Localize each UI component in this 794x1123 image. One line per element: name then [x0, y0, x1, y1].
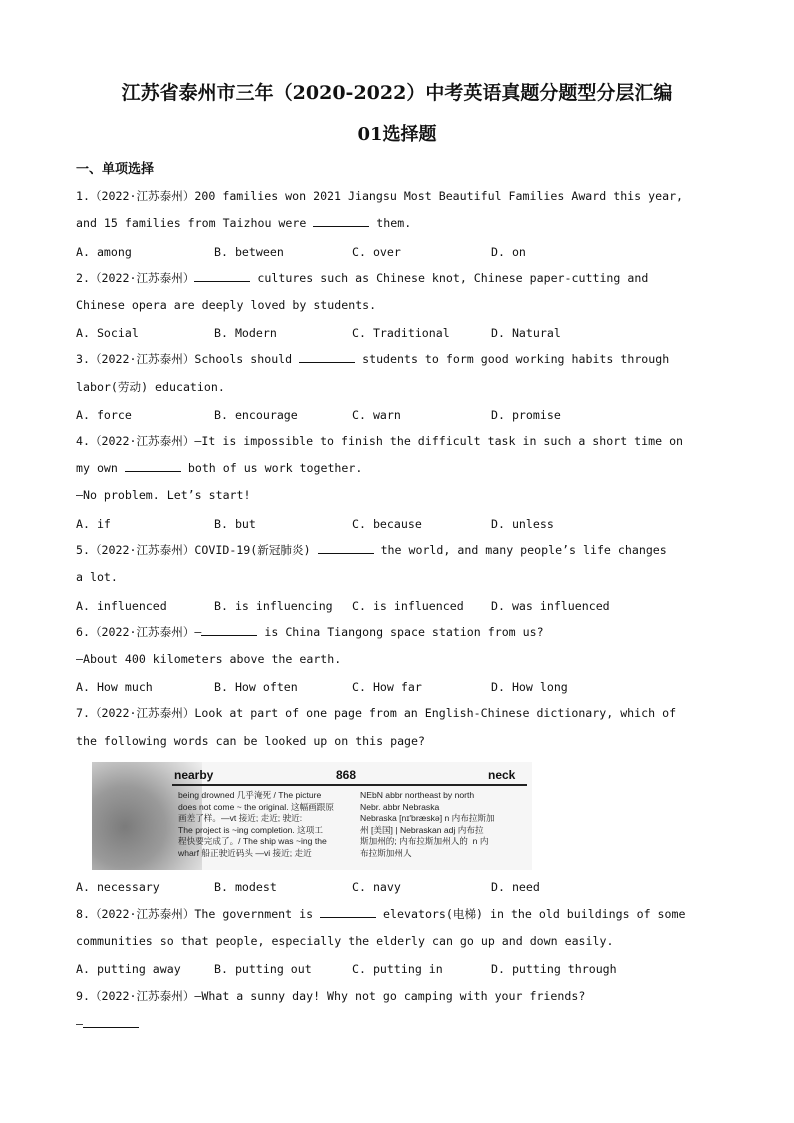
answer-blank — [313, 215, 369, 227]
question-5-option-a: A. influenced — [76, 599, 167, 613]
question-7-option-b: B. modest — [214, 880, 277, 894]
question-7-option-a: A. necessary — [76, 880, 160, 894]
question-text: 1.（2022·江苏泰州）200 families won 2021 Jiangsu Most Beautiful Families Award this year, — [76, 189, 684, 203]
dictionary-page-image — [92, 762, 532, 870]
question-text: 3.（2022·江苏泰州）Schools should — [76, 352, 300, 366]
question-text: my own — [76, 461, 125, 475]
answer-blank — [320, 906, 376, 918]
question-3-text-cont: labor(劳动) education. — [76, 380, 225, 394]
question-2-option-b: B. Modern — [214, 326, 277, 340]
question-4-text: 4.（2022·江苏泰州）—It is impossible to finish the difficult task in such a short time on — [76, 434, 684, 448]
question-8-text — [76, 906, 685, 922]
question-6-option-c: C. How far — [352, 680, 422, 694]
question-8-text-cont: communities so that people, especially the elderly can go up and down easily. — [76, 934, 614, 948]
question-8-option-b: B. putting out — [214, 962, 312, 976]
question-5-option-d: D. was influenced — [491, 599, 610, 613]
question-1-option-c: C. over — [352, 245, 401, 259]
answer-blank — [299, 351, 355, 363]
dictionary-header-rule — [172, 784, 527, 786]
dictionary-guide-word-right: neck — [488, 768, 516, 782]
question-4-option-c: C. because — [352, 517, 422, 531]
question-5-option-b: B. is influencing — [214, 599, 333, 613]
question-7-option-c: C. navy — [352, 880, 401, 894]
answer-blank — [194, 270, 250, 282]
question-2-text — [76, 270, 648, 286]
question-text: students to form good working habits through — [355, 352, 670, 366]
question-2-option-a: A. Social — [76, 326, 139, 340]
question-1-text — [76, 188, 683, 204]
question-4-reply: —No problem. Let’s start! — [76, 488, 251, 502]
question-text: 5.（2022·江苏泰州）COVID-19(新冠肺炎) — [76, 543, 318, 557]
question-5-option-c: C. is influenced — [352, 599, 464, 613]
question-text: 6.（2022·江苏泰州）— — [76, 625, 202, 639]
question-text: them. — [369, 216, 412, 230]
question-7-text: 7.（2022·江苏泰州）Look at part of one page from an English-Chinese dictionary, which of — [76, 706, 677, 720]
question-8-option-c: C. putting in — [352, 962, 443, 976]
question-text: the world, and many people’s life changes — [373, 543, 667, 557]
question-6-reply: —About 400 kilometers above the earth. — [76, 652, 342, 666]
question-text: 8.（2022·江苏泰州）The government is — [76, 907, 321, 921]
answer-blank — [201, 624, 257, 636]
question-2-option-d: D. Natural — [491, 326, 561, 340]
question-6-option-b: B. How often — [214, 680, 298, 694]
dictionary-right-column: NEbN abbr northeast by north Nebr. abbr Nebraska Nebraska [nɪ'bræskə] n 内布拉斯加 州 [美国] | Nebraskan adj 内布拉 斯加州的; 内布拉斯加州人的 n 内 布拉斯加州人 — [360, 790, 495, 858]
question-4-text-cont — [76, 460, 362, 476]
question-3-option-c: C. warn — [352, 408, 401, 422]
answer-blank — [318, 542, 374, 554]
question-6-option-a: A. How much — [76, 680, 153, 694]
question-1-option-b: B. between — [214, 245, 284, 259]
question-7-option-d: D. need — [491, 880, 540, 894]
question-6-text — [76, 624, 544, 640]
document-subtitle: 01选择题 — [357, 124, 437, 145]
dictionary-page-number: 868 — [336, 768, 357, 782]
question-1-text-cont — [76, 215, 411, 231]
answer-blank — [125, 460, 181, 472]
question-8-option-d: D. putting through — [491, 962, 617, 976]
question-8-option-a: A. putting away — [76, 962, 181, 976]
question-7-text-cont: the following words can be looked up on this page? — [76, 734, 426, 748]
question-9-reply — [76, 1016, 139, 1032]
question-text: both of us work together. — [180, 461, 363, 475]
question-2-text-cont: Chinese opera are deeply loved by students. — [76, 298, 377, 312]
answer-blank — [83, 1016, 139, 1028]
question-5-text-cont: a lot. — [76, 570, 118, 584]
question-text: is China Tiangong space station from us? — [257, 625, 544, 639]
question-text: elevators(电梯) in the old buildings of some — [376, 907, 686, 921]
document-title: 江苏省泰州市三年（2020-2022）中考英语真题分题型分层汇编 — [121, 82, 673, 104]
dictionary-left-column: being drowned 几乎淹死 / The picture does not come ~ the original. 这幅画跟原 画差了样。—vt 接近; 走近; 驶近: The project is ~ing completion. 这项工 程快要完成了。/ The ship was ~ing the wharf 船正驶近码头 —vi 接近; 走近 — [178, 790, 334, 858]
question-3-text — [76, 351, 669, 367]
question-4-option-d: D. unless — [491, 517, 554, 531]
dictionary-guide-word-left: nearby — [174, 768, 214, 782]
question-3-option-d: D. promise — [491, 408, 561, 422]
section-heading: 一、单项选择 — [76, 162, 155, 177]
question-text: and 15 families from Taizhou were — [76, 216, 314, 230]
question-text: 2.（2022·江苏泰州） — [76, 271, 195, 285]
question-3-option-b: B. encourage — [214, 408, 298, 422]
question-5-text — [76, 542, 667, 558]
question-4-option-b: B. but — [214, 517, 256, 531]
question-text: — — [76, 1017, 83, 1031]
question-4-option-a: A. if — [76, 517, 111, 531]
question-3-option-a: A. force — [76, 408, 132, 422]
question-2-option-c: C. Traditional — [352, 326, 450, 340]
question-9-text: 9.（2022·江苏泰州）—What a sunny day! Why not go camping with your friends? — [76, 989, 586, 1003]
question-1-option-a: A. among — [76, 245, 132, 259]
question-text: cultures such as Chinese knot, Chinese paper-cutting and — [250, 271, 649, 285]
question-1-option-d: D. on — [491, 245, 526, 259]
question-6-option-d: D. How long — [491, 680, 568, 694]
